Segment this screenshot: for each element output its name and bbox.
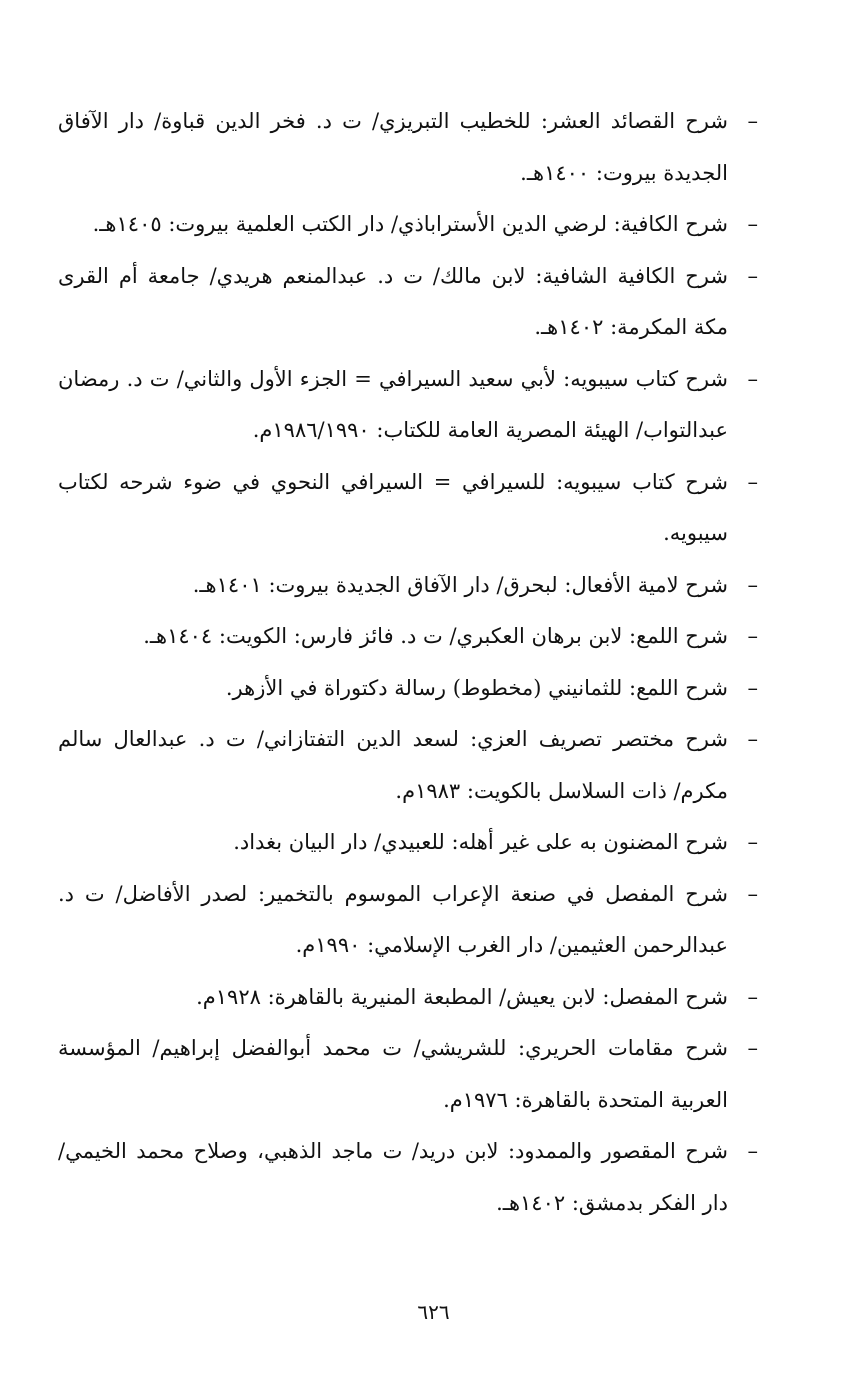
bibliography-entry xyxy=(58,1126,758,1229)
bibliography-entry xyxy=(58,560,758,612)
entry-dash: – xyxy=(747,572,758,597)
entry-dash: – xyxy=(747,366,758,391)
entry-text: شرح المفصل في صنعة الإعراب الموسوم بالتخمير: لصدر الأفاضل/ ت د. عبدالرحمن العثيمين/ دار الغرب الإسلامي: ١٩٩٠م. xyxy=(58,881,728,957)
entry-text: شرح مقامات الحريري: للشريشي/ ت محمد أبوالفضل إبراهيم/ المؤسسة العربية المتحدة بالقاهرة: ١٩٧٦م. xyxy=(58,1036,728,1112)
page-number: ٦٢٦ xyxy=(417,1300,450,1324)
entry-dash: – xyxy=(747,830,758,854)
bibliography-entry xyxy=(58,457,758,560)
entry-dash: – xyxy=(747,727,758,751)
entry-dash: – xyxy=(747,109,758,133)
bibliography-entry xyxy=(58,96,758,199)
entry-dash: – xyxy=(747,675,758,700)
entry-text: شرح لامية الأفعال: لبحرق/ دار الآفاق الجديدة بيروت: ١٤٠١هـ. xyxy=(192,572,728,597)
bibliography-entry xyxy=(58,611,758,663)
bibliography-entry xyxy=(58,817,758,869)
entry-text: شرح كتاب سيبويه: لأبي سعيد السيرافي = الجزء الأول والثاني/ ت د. رمضان عبدالتواب/ الهيئة المصرية العامة للكتاب: ١٩٨٦/١٩٩٠م. xyxy=(58,366,728,442)
entry-text: شرح القصائد العشر: للخطيب التبريزي/ ت د. فخر الدين قباوة/ دار الآفاق الجديدة بيروت: ١٤٠٠هـ. xyxy=(58,109,728,185)
entry-text: شرح اللمع: لابن برهان العكبري/ ت د. فائز فارس: الكويت: ١٤٠٤هـ. xyxy=(143,624,728,648)
bibliography-entry xyxy=(58,199,758,251)
entry-dash: – xyxy=(747,1036,758,1060)
entry-dash: – xyxy=(747,881,758,906)
entry-text: شرح المفصل: لابن يعيش/ المطبعة المنيرية بالقاهرة: ١٩٢٨م. xyxy=(196,984,728,1009)
entry-text: شرح المضنون به على غير أهله: للعبيدي/ دار البيان بغداد. xyxy=(233,830,728,854)
bibliography-list xyxy=(58,96,758,1229)
bibliography-entry xyxy=(58,714,758,817)
entry-dash: – xyxy=(747,469,758,494)
entry-text: شرح كتاب سيبويه: للسيرافي = السيرافي النحوي في ضوء شرحه لكتاب سيبويه. xyxy=(58,469,728,545)
entry-text: شرح الكافية الشافية: لابن مالك/ ت د. عبدالمنعم هريدي/ جامعة أم القرى مكة المكرمة: ١٤٠٢هـ. xyxy=(58,263,728,339)
bibliography-entry xyxy=(58,354,758,457)
entry-text: شرح مختصر تصريف العزي: لسعد الدين التفتازاني/ ت د. عبدالعال سالم مكرم/ ذات السلاسل بالكويت: ١٩٨٣م. xyxy=(58,727,728,803)
bibliography-entry xyxy=(58,251,758,354)
bibliography-entry xyxy=(58,663,758,715)
bibliography-entry xyxy=(58,869,758,972)
entry-text: شرح الكافية: لرضي الدين الأستراباذي/ دار الكتب العلمية بيروت: ١٤٠٥هـ. xyxy=(92,212,728,236)
entry-dash: – xyxy=(747,212,758,236)
entry-dash: – xyxy=(747,1139,758,1163)
entry-dash: – xyxy=(747,263,758,288)
entry-dash: – xyxy=(747,984,758,1009)
bibliography-entry xyxy=(58,972,758,1024)
entry-text: شرح اللمع: للثمانيني (مخطوط) رسالة دكتوراة في الأزهر. xyxy=(225,675,728,700)
entry-text: شرح المقصور والممدود: لابن دريد/ ت ماجد الذهبي، وصلاح محمد الخيمي/ دار الفكر بدمشق: ١٤٠٢هـ. xyxy=(58,1139,728,1215)
bibliography-entry xyxy=(58,1023,758,1126)
entry-dash: – xyxy=(747,624,758,648)
